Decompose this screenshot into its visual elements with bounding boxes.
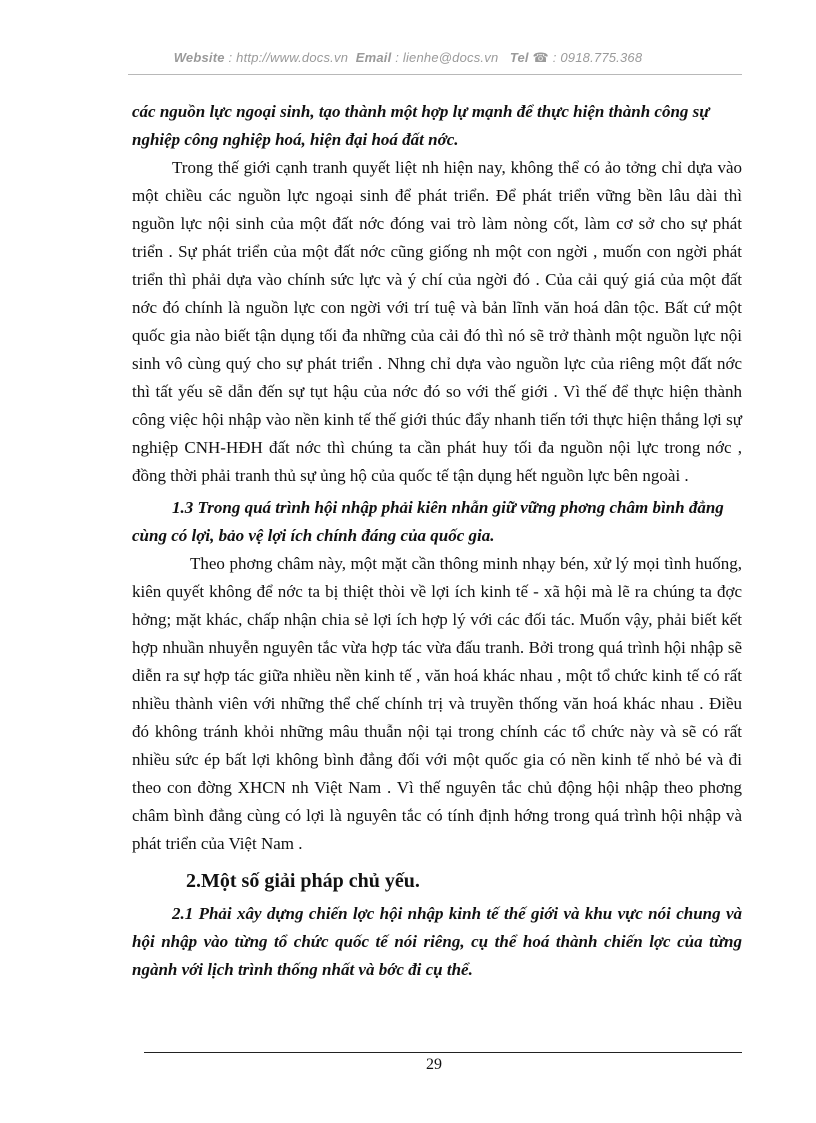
intro-bold-paragraph: các nguồn lực ngoại sinh, tạo thành một hợp lự mạnh để thực hiện thành công sự nghiệp công nghiệp hoá, hiện đại hoá đất nớc. bbox=[132, 102, 710, 149]
section-heading-2-1: 2.1 Phải xây dựng chiến lợc hội nhập kinh tế thế giới và khu vực nói chung và hội nhập vào từng tổ chức quốc tế nói riêng, cụ thể hoá thành chiến lợc của từng ngành với lịch trình thống nhất và bớc đi cụ thể. bbox=[132, 904, 742, 979]
footer-divider bbox=[144, 1052, 742, 1053]
section-heading-2: 2.Một số giải pháp chủ yếu. bbox=[186, 870, 420, 892]
website-label: Website bbox=[173, 50, 225, 65]
tel-label: Tel bbox=[509, 50, 529, 65]
tel-value: ☎ : 0918.775.368 bbox=[528, 50, 643, 65]
paragraph-internal-resources: Trong thế giới cạnh tranh quyết liệt nh hiện nay, không thể có ảo tởng chỉ dựa vào một chiều các nguồn lực ngoại sinh để phát triển. Để phát triển vững bền lâu dài thì nguồn lực nội sinh của một đất nớc đóng vai trò làm nòng cốt, làm cơ sở cho sự phát triển . Sự phát triển của một đất nớc cũng giống nh một con ngời , muốn con ngời phát triển thì phải dựa vào chính sức lực và ý chí của ngời đó . Của cải quý giá của một đất nớc đó chính là nguồn lực con ngời với trí tuệ và bản lĩnh văn hoá dân tộc. Bất cứ một quốc gia nào biết tận dụng tối đa những của cải đó thì nó sẽ trở thành một nguồn lực nội sinh vô cùng quý cho sự phát triển . Nhng chỉ dựa vào nguồn lực của riêng một đất nớc thì tất yếu sẽ dẫn đến sự tụt hậu của nớc đó so với thế giới . Vì thế để thực hiện thành công việc hội nhập vào nền kinh tế thế giới thúc đẩy nhanh tiến tới thực hiện thắng lợi sự nghiệp CNH-HĐH đất nớc thì chúng ta cần phát huy tối đa nguồn nội lực trong nớc , đồng thời phải tranh thủ sự ủng hộ của quốc tế tận dụng hết nguồn lực bên ngoài . bbox=[132, 158, 742, 485]
header-divider bbox=[128, 74, 742, 75]
page-number: 29 bbox=[426, 1056, 442, 1073]
page-header bbox=[0, 50, 816, 66]
email-label: Email bbox=[355, 50, 392, 65]
website-value: : http://www.docs.vn bbox=[224, 50, 349, 65]
document-body bbox=[132, 98, 742, 984]
paragraph-equal-benefit: Theo phơng châm này, một mặt cần thông minh nhạy bén, xử lý mọi tình huống, kiên quyết không để nớc ta bị thiệt thòi về lợi ích kinh tế - xã hội mà lẽ ra chúng ta đợc hởng; mặt khác, chấp nhận chia sẻ lợi ích hợp lý với các đối tác. Muốn vậy, phải biết kết hợp nhuần nhuyễn nguyên tắc vừa hợp tác vừa đấu tranh. Bởi trong quá trình hội nhập sẽ diễn ra sự hợp tác giữa nhiều nền kinh tế , văn hoá khác nhau , một tổ chức kinh tế có rất nhiều thành viên với những thể chế chính trị và truyền thống văn hoá khác nhau . Điều đó không tránh khỏi những mâu thuẫn nội tại trong chính các tổ chức này và sẽ có rất nhiều sức ép bất lợi không bình đẳng đối với một quốc gia có nền kinh tế nhỏ bé và đi theo con đờng XHCN nh Việt Nam . Vì thế nguyên tắc chủ động hội nhập theo phơng châm bình đẳng cùng có lợi là nguyên tắc có tính định hớng trong quá trình hội nhập và phát triển của Việt Nam . bbox=[132, 554, 742, 853]
email-value: : lienhe@docs.vn bbox=[391, 50, 499, 65]
section-heading-1-3: 1.3 Trong quá trình hội nhập phải kiên nhẫn giữ vững phơng châm bình đẳng cùng có lợi, bảo vệ lợi ích chính đáng của quốc gia. bbox=[132, 498, 724, 545]
